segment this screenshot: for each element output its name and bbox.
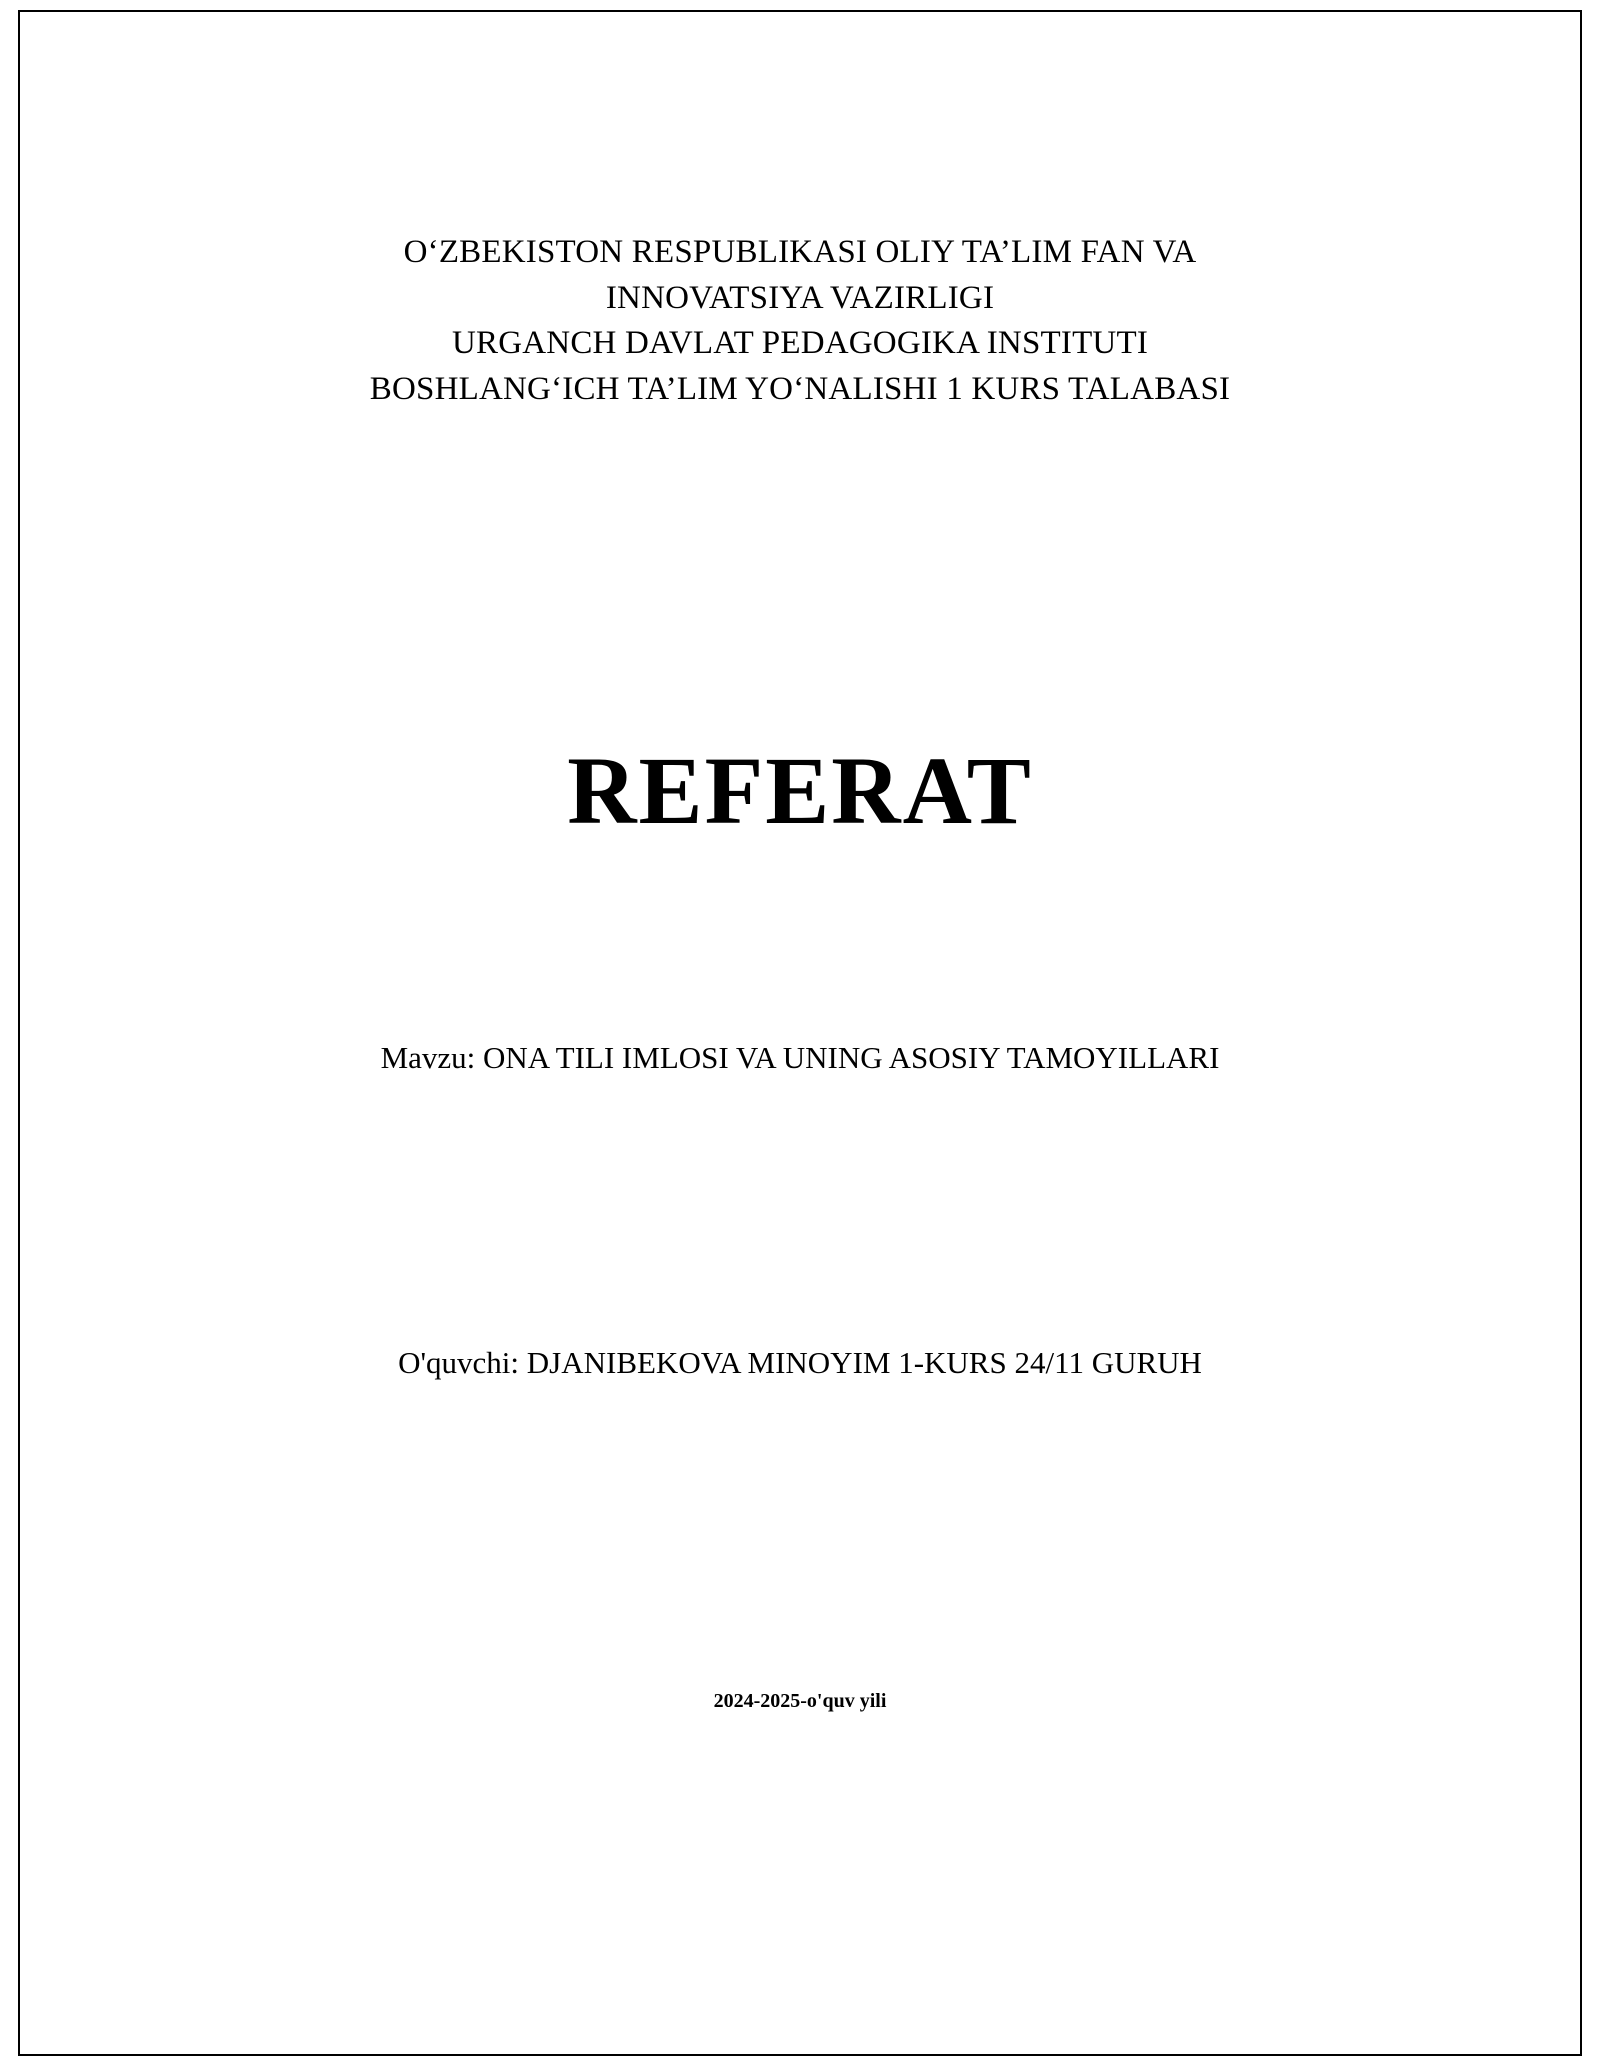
header-line-3: URGANCH DAVLAT PEDAGOGIKA INSTITUTI [451,325,1149,362]
document-title: REFERAT [567,737,1033,844]
student-line: O'quvchi: DJANIBEKOVA MINOYIM 1-KURS 24/11 GURUH [398,1345,1202,1380]
header-line-2: INNOVATSIYA VAZIRLIGI [605,279,995,316]
institution-header [80,230,1520,412]
academic-year: 2024-2025-o'quv yili [713,1690,887,1712]
header-line-4: BOSHLANG‘ICH TA’LIM YO‘NALISHI 1 KURS TALABASI [369,370,1231,407]
subject-line: Mavzu: ONA TILI IMLOSI VA UNING ASOSIY TAMOYILLARI [380,1040,1220,1075]
header-line-1: O‘ZBEKISTON RESPUBLIKASI OLIY TA’LIM FAN VA [403,234,1197,270]
page-content [80,0,1520,2070]
